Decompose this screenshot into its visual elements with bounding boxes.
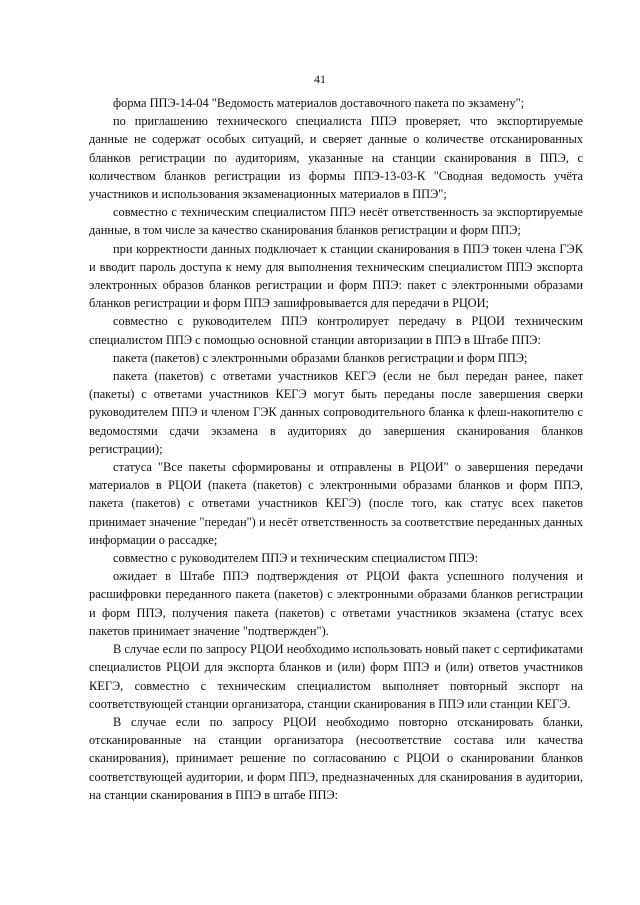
paragraph: совместно с руководителем ППЭ контролирует передачу в РЦОИ техническим специалистом ППЭ с помощью основной станции авторизации в ППЭ в Штабе ППЭ: [89, 314, 583, 347]
paragraph: В случае если по запросу РЦОИ необходимо повторно отсканировать бланки, отсканированные на станции организатора (несоответствие состава или качества сканирования), принимает решение по согласованию с РЦОИ о сканировании бланков соответствующей аудитории, и форм ППЭ, предназначенных для сканирования в аудитории, на станции сканирования в ППЭ в штабе ППЭ: [89, 714, 583, 802]
paragraph: совместно с техническим специалистом ППЭ несёт ответственность за экспортируемые данные, в том числе за качество сканирования бланков регистрации и форм ППЭ; [89, 205, 583, 238]
paragraph: совместно с руководителем ППЭ и техническим специалистом ППЭ: [113, 551, 479, 566]
paragraph: форма ППЭ-14-04 "Ведомость материалов доставочного пакета по экзамену"; [113, 96, 525, 110]
paragraph: по приглашению технического специалиста ППЭ проверяет, что экспортируемые данные не содержат особых ситуаций, и сверяет данные о количестве отсканированных бланков регистрации по аудиториям, указанные на станции сканирования в ППЭ, с количеством бланков регистрации из формы ППЭ-13-03-К "Сводная ведомость учёта участников и использования экзаменационных материалов в ППЭ"; [89, 114, 583, 202]
paragraph: статуса "Все пакеты сформированы и отправлены в РЦОИ" о завершения передачи материалов в РЦОИ (пакета (пакетов) с электронными образами бланков и форм ППЭ, пакета (пакетов) с ответами участников КЕГЭ) (после того, как статус всех пакетов принимает значение "передан") и несёт ответственность за соответствие переданных данных информации о рассадке; [89, 460, 583, 547]
paragraph: ожидает в Штабе ППЭ подтверждения от РЦОИ факта успешного получения и расшифровки переданного пакета (пакетов) с электронными образами бланков регистрации и форм ППЭ, получения пакета (пакетов) с ответами участников экзамена (статус всех пакетов принимает значение "подтвержден"). [89, 569, 583, 638]
paragraph: при корректности данных подключает к станции сканирования в ППЭ токен члена ГЭК и вводит пароль доступа к нему для выполнения техническим специалистом ППЭ экспорта электронных образов бланков регистрации и форм ППЭ: пакет с электронными образами бланков регистрации и форм ППЭ зашифровывается для передачи в РЦОИ; [89, 241, 583, 311]
paragraph: пакета (пакетов) с электронными образами бланков регистрации и форм ППЭ; [113, 350, 528, 365]
paragraph: пакета (пакетов) с ответами участников КЕГЭ (если не был передан ранее, пакет (пакеты) с ответами участников КЕГЭ могут быть переданы после завершения сверки руководителем ППЭ и членом ГЭК данных сопроводительного бланка к флеш-накопителю с ведомостями сдачи экзамена в аудиториях до завершения сканирования бланков регистрации); [89, 369, 583, 456]
page-number: 41 [314, 72, 326, 86]
document-body [89, 94, 583, 804]
paragraph: В случае если по запросу РЦОИ необходимо использовать новый пакет с сертификатами специалистов РЦОИ для экспорта бланков и (или) форм ППЭ и (или) ответов участников КЕГЭ, совместно с техническим специалистом выполняет повторный экспорт на соответствующей станции организатора, станции сканирования в ППЭ или станции КЕГЭ. [89, 642, 583, 711]
